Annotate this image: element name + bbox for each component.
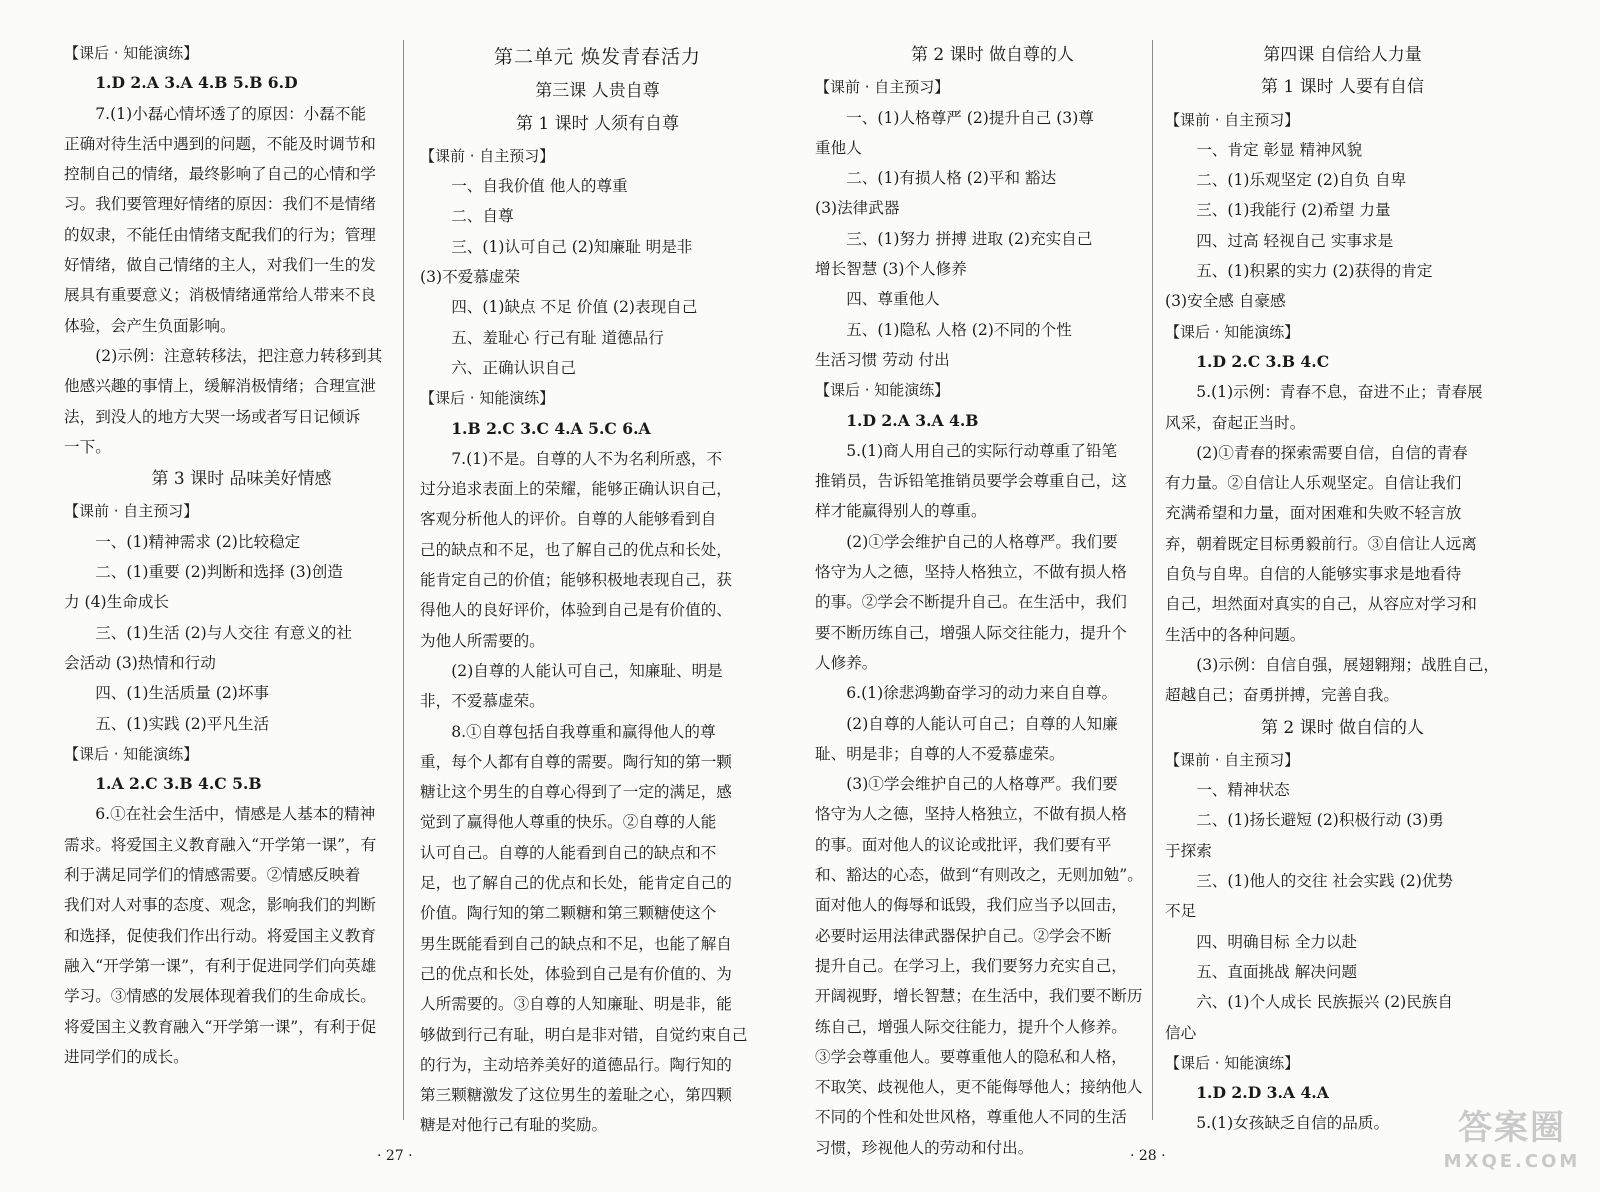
- text-line: 自己，坦然面对真实的自己，从容应对学习和: [1165, 595, 1477, 614]
- text-line: 展具有重要意义；消极情绪通常给人带来不良: [64, 286, 376, 305]
- text-line: 不取笑、歧视他人，更不能侮辱他人；接纳他人: [815, 1078, 1143, 1097]
- text-line: 需求。将爱国主义教育融入“开学第一课”，有: [64, 835, 377, 854]
- text-line: 价值。陶行知的第二颗糖和第三颗糖使这个: [420, 904, 717, 923]
- text-line: 8.①自尊包括自我尊重和赢得他人的尊: [451, 722, 716, 741]
- text-line: 五、(1)实践 (2)平凡生活: [95, 714, 270, 733]
- text-line: (2)自尊的人能认可自己，知廉耻、明是: [451, 661, 723, 680]
- section-label: 【课后 · 知能演练】: [1165, 322, 1300, 341]
- text-line: 人修养。: [815, 653, 878, 672]
- text-line: 认可自己。自尊的人能看到自己的缺点和不: [420, 843, 717, 862]
- text-line: 恪守为人之德，坚持人格独立，不做有损人格: [815, 563, 1127, 582]
- column-divider: [1152, 40, 1153, 1120]
- heading-line: 第 1 课时 人要有自信: [1260, 77, 1425, 98]
- text-line: 5.(1)示例：青春不息，奋进不止；青春展: [1196, 383, 1483, 402]
- text-line: 必要时运用法律武器保护自己。②学会不断: [815, 926, 1112, 945]
- text-line: 三、(1)认可自己 (2)知廉耻 明是非: [451, 237, 693, 256]
- text-line: 控制自己的情绪，最终影响了自己的心情和学: [64, 165, 376, 184]
- text-line: 的行为，主动培养美好的道德品行。陶行知的: [420, 1055, 732, 1074]
- section-label: 【课前 · 自主预习】: [815, 78, 950, 97]
- text-line: 6.(1)徐悲鸿勤奋学习的动力来自自尊。: [846, 684, 1118, 703]
- text-line: 生活中的各种问题。: [1165, 625, 1306, 644]
- text-line: 为他人所需要的。: [420, 631, 545, 650]
- text-line: 二、(1)重要 (2)判断和选择 (3)创造: [95, 563, 343, 582]
- text-line: 五、羞耻心 行己有耻 道德品行: [451, 328, 664, 347]
- text-line: 1.D 2.A 3.A 4.B: [846, 410, 979, 430]
- text-line: 人所需要的。③自尊的人知廉耻、明是非，能: [420, 995, 732, 1014]
- watermark-url: MXQE.COM: [1443, 1151, 1581, 1172]
- text-line: 于探索: [1165, 841, 1212, 860]
- text-line: 面对他人的侮辱和诋毁，我们应当予以回击，: [815, 896, 1127, 915]
- text-line: 五、直面挑战 解决问题: [1196, 962, 1358, 981]
- text-line: 7.(1)小磊心情坏透了的原因：小磊不能: [95, 104, 367, 123]
- text-line: 四、过高 轻视自己 实事求是: [1196, 231, 1394, 250]
- text-line: 一、(1)精神需求 (2)比较稳定: [95, 532, 301, 551]
- text-line: 融入“开学第一课”，有利于促进同学们向英雄: [64, 956, 377, 975]
- text-line: 有力量。②自信让人乐观坚定。自信让我们: [1165, 474, 1462, 493]
- text-line: 第三颗糖激发了这位男生的羞耻之心，第四颗: [420, 1086, 732, 1105]
- text-line: 一下。: [64, 437, 111, 456]
- text-line: 5.(1)商人用自己的实际行动尊重了铅笔: [846, 441, 1118, 460]
- text-line: 五、(1)隐私 人格 (2)不同的个性: [846, 320, 1072, 339]
- heading-line: 第 1 课时 人须有自尊: [515, 113, 680, 134]
- text-line: (3)示例：自信自强，展翅翱翔；战胜自己，: [1196, 655, 1499, 674]
- column-1: [64, 38, 419, 1072]
- text-line: 5.(1)女孩缺乏自信的品质。: [1196, 1114, 1390, 1133]
- text-line: 一、(1)人格尊严 (2)提升自己 (3)尊: [846, 108, 1094, 127]
- text-line: 习惯，珍视他人的劳动和付出。: [815, 1138, 1034, 1157]
- text-line: 提升自己。在学习上，我们要努力充实自己，: [815, 956, 1127, 975]
- text-line: 得他人的良好评价，体验到自己是有价值的、: [420, 601, 732, 620]
- text-line: 超越自己；奋勇拼搏，完善自我。: [1165, 686, 1399, 705]
- text-line: 二、(1)扬长避短 (2)积极行动 (3)勇: [1196, 811, 1444, 830]
- text-line: 法，到没人的地方大哭一场或者写日记倾诉: [64, 407, 361, 426]
- heading-line: 第 2 课时 做自尊的人: [910, 45, 1075, 65]
- text-line: (3)法律武器: [815, 199, 900, 218]
- text-line: 够做到行己有耻，明白是非对错，自觉约束自己: [420, 1025, 748, 1044]
- text-line: 不同的个性和处世风格，尊重他人不同的生活: [815, 1108, 1127, 1127]
- section-label: 【课后 · 知能演练】: [64, 744, 199, 763]
- text-line: (2)示例：注意转移法，把注意力转移到其: [95, 346, 383, 365]
- text-line: 和、豁达的心态，做到“有则改之，无则加勉”。: [815, 866, 1143, 885]
- text-line: 体验，会产生负面影响。: [64, 316, 236, 335]
- text-line: 好情绪，做自己情绪的主人，对我们一生的发: [64, 256, 376, 275]
- heading-line: 第四课 自信给人力量: [1263, 45, 1422, 65]
- text-line: 耻、明是非；自尊的人不爱慕虚荣。: [815, 744, 1065, 763]
- text-line: 二、自尊: [451, 207, 514, 226]
- text-line: 恪守为人之德，坚持人格独立，不做有损人格: [815, 805, 1127, 824]
- text-line: 重他人: [815, 138, 862, 157]
- text-line: 进同学们的成长。: [64, 1047, 189, 1066]
- text-line: 和选择，促使我们作出行动。将爱国主义教育: [64, 926, 376, 945]
- text-line: 过分追求表面上的荣耀，能够正确认识自己，: [420, 480, 732, 499]
- text-line: 推销员，告诉铅笔推销员要学会尊重自己，这: [815, 472, 1127, 491]
- text-line: 样才能赢得别人的尊重。: [815, 502, 987, 521]
- heading-line: 第 2 课时 做自信的人: [1260, 717, 1425, 738]
- text-line: 1.B 2.C 3.C 4.A 5.C 6.A: [451, 418, 651, 438]
- heading-line: 第 3 课时 品味美好情感: [151, 469, 332, 490]
- section-label: 【课后 · 知能演练】: [815, 381, 950, 400]
- text-line: 学习。③情感的发展体现着我们的生命成长。: [64, 987, 376, 1006]
- text-line: 1.D 2.D 3.A 4.A: [1196, 1083, 1329, 1103]
- text-line: 男生既能看到自己的缺点和不足，也能了解自: [420, 934, 732, 953]
- text-line: 己的优点和长处，体验到自己是有价值的、为: [420, 964, 732, 983]
- section-label: 【课后 · 知能演练】: [420, 389, 555, 408]
- heading-line: 第二单元 焕发青春活力: [493, 46, 702, 68]
- text-line: 将爱国主义教育融入“开学第一课”，有利于促: [64, 1017, 377, 1036]
- text-line: (3)①学会维护自己的人格尊严。我们要: [846, 775, 1118, 794]
- text-line: 三、(1)我能行 (2)希望 力量: [1196, 201, 1391, 220]
- text-line: 非，不爱慕虚荣。: [420, 692, 545, 711]
- text-line: 充满希望和力量，面对困难和失败不轻言放: [1165, 504, 1462, 523]
- text-line: 足，也了解自己的优点和长处，能肯定自己的: [420, 874, 732, 893]
- text-line: 五、(1)积累的实力 (2)获得的肯定: [1196, 262, 1433, 281]
- text-line: 己的缺点和不足，也了解自己的优点和长处，: [420, 540, 732, 559]
- text-line: 一、精神状态: [1196, 781, 1290, 800]
- text-line: 一、肯定 彰显 精神风貌: [1196, 140, 1363, 159]
- text-line: 会活动 (3)热情和行动: [64, 653, 216, 672]
- text-line: 能肯定自己的价值；能够积极地表现自己，获: [420, 571, 732, 590]
- text-line: (2)①学会维护自己的人格尊严。我们要: [846, 532, 1118, 551]
- text-line: 二、(1)有损人格 (2)平和 豁达: [846, 169, 1057, 188]
- text-line: 风采，奋起正当时。: [1165, 413, 1306, 432]
- text-line: 正确对待生活中遇到的问题，不能及时调节和: [64, 134, 376, 153]
- text-line: 1.A 2.C 3.B 4.C 5.B: [95, 774, 262, 794]
- text-line: 的事。面对他人的议论或批评，我们要有平: [815, 835, 1112, 854]
- text-line: 四、尊重他人: [846, 290, 940, 309]
- text-line: (2)①青春的探索需要自信，自信的青春: [1196, 443, 1468, 462]
- text-line: 1.D 2.C 3.B 4.C: [1196, 351, 1330, 371]
- text-line: 力 (4)生命成长: [64, 593, 170, 612]
- column-4: [1165, 38, 1520, 1139]
- text-line: ③学会尊重他人。要尊重他人的隐私和人格，: [815, 1047, 1127, 1066]
- column-2: [420, 38, 775, 1141]
- text-line: 三、(1)努力 拼搏 进取 (2)充实自己: [846, 229, 1093, 248]
- text-line: 自负与自卑。自信的人能够实事求是地看待: [1165, 565, 1462, 584]
- column-3: [815, 38, 1170, 1163]
- text-line: 不足: [1165, 902, 1197, 921]
- section-label: 【课前 · 自主预习】: [420, 146, 555, 165]
- text-line: 的事。②学会不断提升自己。在生活中，我们: [815, 593, 1127, 612]
- text-line: 6.①在社会生活中，情感是人基本的精神: [95, 805, 376, 824]
- section-label: 【课前 · 自主预习】: [64, 502, 199, 521]
- text-line: 要不断历练自己，增强人际交往能力，提升个: [815, 623, 1127, 642]
- text-line: 六、正确认识自己: [451, 358, 576, 377]
- text-line: 糖是对他行己有耻的奖励。: [420, 1116, 608, 1135]
- text-line: 增长智慧 (3)个人修养: [815, 260, 967, 279]
- watermark-logo: [1442, 1105, 1582, 1185]
- text-line: 的奴隶，不能任由情绪支配我们的行为；管理: [64, 225, 376, 244]
- column-divider: [403, 40, 404, 1120]
- text-line: (3)安全感 自豪感: [1165, 292, 1286, 311]
- text-line: 二、(1)乐观坚定 (2)自负 自卑: [1196, 171, 1407, 190]
- text-line: 信心: [1165, 1023, 1197, 1042]
- text-line: 生活习惯 劳动 付出: [815, 350, 950, 369]
- text-line: 六、(1)个人成长 民族振兴 (2)民族自: [1196, 993, 1453, 1012]
- text-line: 重，每个人都有自尊的需要。陶行知的第一颗: [420, 752, 732, 771]
- text-line: 糖让这个男生的自尊心得到了一定的满足，感: [420, 783, 732, 802]
- text-line: 利于满足同学们的情感需要。②情感反映着: [64, 866, 361, 885]
- page-number-right: · 28 ·: [1130, 1148, 1166, 1164]
- page-number-left: · 27 ·: [377, 1148, 413, 1164]
- text-line: 三、(1)生活 (2)与人交往 有意义的社: [95, 623, 352, 642]
- watermark-text: 答案圈: [1458, 1108, 1566, 1148]
- text-line: 四、明确目标 全力以赴: [1196, 932, 1358, 951]
- text-line: 觉到了赢得他人尊重的快乐。②自尊的人能: [420, 813, 717, 832]
- heading-line: 第三课 人贵自尊: [535, 81, 660, 102]
- text-line: 开阔视野，增长智慧；在生活中，我们要不断历: [815, 987, 1143, 1006]
- text-line: 习。我们要管理好情绪的原因：我们不是情绪: [64, 195, 376, 214]
- text-line: 三、(1)他人的交往 社会实践 (2)优势: [1196, 872, 1453, 891]
- text-line: (3)不爱慕虚荣: [420, 268, 521, 287]
- text-line: 练自己，增强人际交往能力，提升个人修养。: [815, 1017, 1127, 1036]
- section-label: 【课后 · 知能演练】: [1165, 1053, 1300, 1072]
- text-line: 7.(1)不是。自尊的人不为名利所惑，不: [451, 449, 723, 468]
- text-line: 他感兴趣的事情上，缓解消极情绪；合理宣泄: [64, 377, 376, 396]
- text-line: 一、自我价值 他人的尊重: [451, 177, 628, 196]
- text-line: (2)自尊的人能认可自己；自尊的人知廉: [846, 714, 1118, 733]
- text-line: 弃，朝着既定目标勇毅前行。③自信让人远离: [1165, 534, 1477, 553]
- text-line: 四、(1)缺点 不足 价值 (2)表现自己: [451, 298, 698, 317]
- text-line: 四、(1)生活质量 (2)坏事: [95, 684, 270, 703]
- section-label: 【课后 · 知能演练】: [64, 44, 199, 62]
- text-line: 1.D 2.A 3.A 4.B 5.B 6.D: [95, 73, 298, 93]
- section-label: 【课前 · 自主预习】: [1165, 110, 1300, 129]
- text-line: 我们对人对事的态度、观念，影响我们的判断: [64, 896, 376, 915]
- text-line: 客观分析他人的评价。自尊的人能够看到自: [420, 510, 717, 529]
- section-label: 【课前 · 自主预习】: [1165, 750, 1300, 769]
